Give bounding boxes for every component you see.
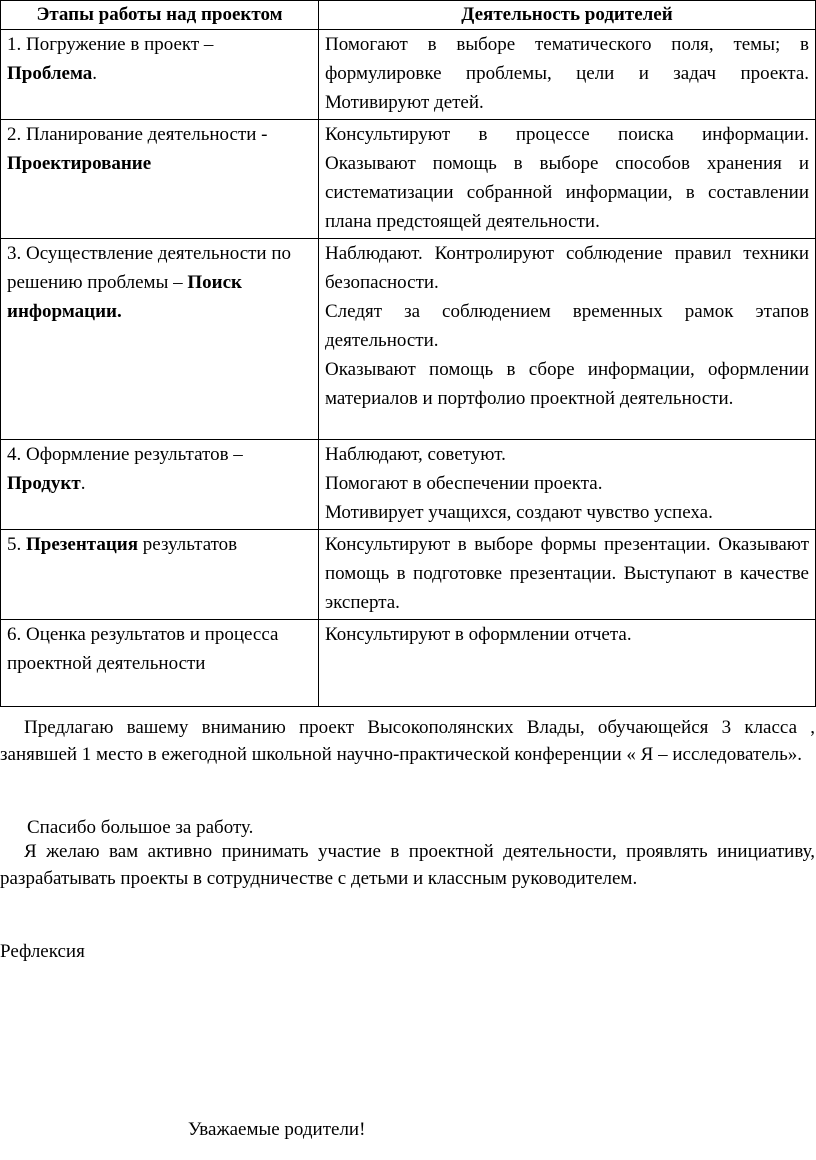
wish-paragraph: Я желаю вам активно принимать участие в проектной деятельности, проявлять инициативу, разрабатывать проекты в сотрудничестве с детьми и классным руководителем. <box>0 841 815 889</box>
stage-cell: 2. Планирование деятельности - Проектирование <box>1 120 319 239</box>
header-parents: Деятельность родителей <box>319 1 816 30</box>
stage-cell: 6. Оценка результатов и процесса проектной деятельности <box>1 620 319 707</box>
table-header-row <box>1 1 816 30</box>
activity-cell: Консультируют в оформлении отчета. <box>319 620 816 707</box>
greeting-heading: Уважаемые родители! <box>188 1119 366 1140</box>
header-stages: Этапы работы над проектом <box>1 1 319 30</box>
activity-cell: Наблюдают. Контролируют соблюдение правил техники безопасности. Следят за соблюдением временных рамок этапов деятельности. Оказывают помощь в сборе информации, оформлении материалов и портфолио проектной деятельности. <box>319 239 816 440</box>
activity-cell: Помогают в выборе тематического поля, темы; в формулировке проблемы, цели и задач проекта. Мотивируют детей. <box>319 30 816 120</box>
stage-cell: 3. Осуществление деятельности по решению проблемы – Поиск информации. <box>1 239 319 440</box>
stage-cell: 1. Погружение в проект – Проблема. <box>1 30 319 120</box>
table-row <box>1 530 816 620</box>
stage-cell: 5. Презентация результатов <box>1 530 319 620</box>
table-row <box>1 440 816 530</box>
activity-cell: Наблюдают, советуют. Помогают в обеспечении проекта. Мотивирует учащихся, создают чувство успеха. <box>319 440 816 530</box>
reflection-heading: Рефлексия <box>0 941 85 962</box>
table-row <box>1 30 816 120</box>
table-row <box>1 239 816 440</box>
thanks-paragraph: Спасибо большое за работу. <box>27 817 254 838</box>
stage-cell: 4. Оформление результатов – Продукт. <box>1 440 319 530</box>
table-row <box>1 120 816 239</box>
proposal-paragraph: Предлагаю вашему вниманию проект Высокополянских Влады, обучающейся 3 класса , занявшей 1 место в ежегодной школьной научно-практической конференции « Я – исследователь». <box>0 717 815 765</box>
activity-cell: Консультируют в процессе поиска информации. Оказывают помощь в выборе способов хранения и систематизации собранной информации, в составлении плана предстоящей деятельности. <box>319 120 816 239</box>
table-row <box>1 620 816 707</box>
activity-cell: Консультируют в выборе формы презентации. Оказывают помощь в подготовке презентации. Выступают в качестве эксперта. <box>319 530 816 620</box>
